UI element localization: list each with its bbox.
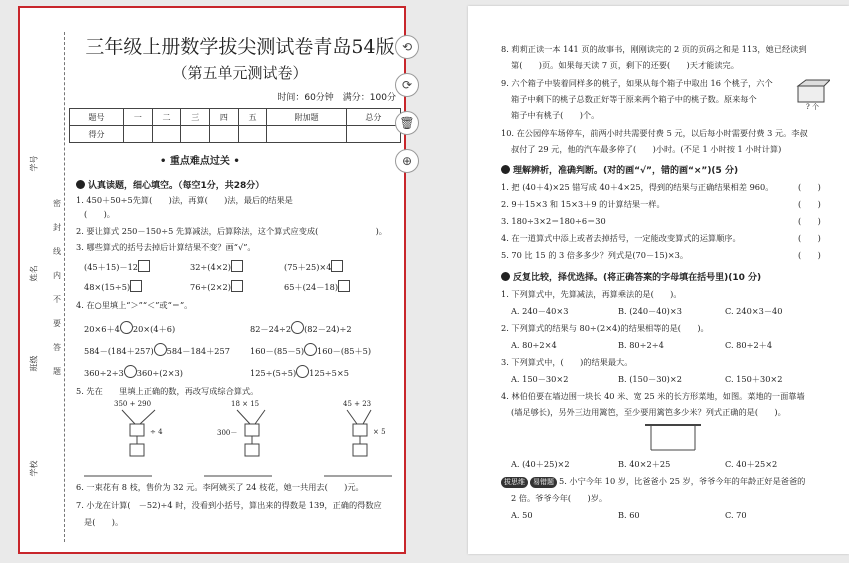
fig-op: 300－ (217, 429, 238, 437)
option[interactable]: B. (150－30)×2 (618, 374, 682, 384)
seal-line (64, 32, 65, 542)
q4-item (250, 365, 349, 378)
q3-expr: (45＋15)－12 (84, 262, 139, 272)
expr: 584－(184＋257) (84, 346, 154, 356)
question-1b: ( )。 (84, 209, 115, 219)
seal-char: 要 (53, 319, 61, 328)
page-subtitle: （第五单元测试卷） (172, 64, 308, 82)
q3-item (284, 280, 350, 293)
answer-box[interactable] (331, 260, 343, 272)
question-8b: 第( )页。如果每天读 7 页，剩下的还要( )天才能读完。 (511, 60, 739, 70)
question-10b: 叔付了 29 元，他的汽车最多停了( )小时。(不足 1 小时按 1 小时计算) (511, 144, 782, 154)
expr: 125÷5×5 (309, 368, 349, 378)
question-7b: 是( )。 (84, 517, 124, 527)
option[interactable]: B. 60 (618, 510, 640, 520)
judge-paren[interactable]: ( ) (798, 250, 821, 260)
seal-char: 不 (53, 295, 61, 304)
tag-badge: 易错题 (530, 477, 557, 488)
label-banji: 班级 (29, 355, 39, 372)
table-cell (210, 126, 239, 143)
q4-item (250, 343, 371, 357)
compare-circle[interactable] (154, 343, 167, 356)
q3-item (284, 260, 343, 273)
judge-5: 5. 70 比 15 的 3 倍多多少？列式是(70－15)×3。 (501, 250, 689, 260)
expr: 82－24÷2 (250, 324, 292, 334)
choice-5-text: 5. 小宁今年 10 岁，比爸爸小 25 岁，爷爷今年的年龄正好是爸爸的 (559, 476, 806, 486)
seal-char: 密 (53, 199, 61, 208)
question-6: 6. 一束花有 8 枝，售价为 32 元。李阿姨买了 24 枝花，她一共用去( )元。 (76, 482, 364, 492)
table-cell (238, 126, 267, 143)
score-table (69, 108, 401, 143)
judge-paren[interactable]: ( ) (798, 216, 821, 226)
expr: 20×(4＋6) (132, 324, 176, 334)
question-7a: 7. 小龙在计算( －52)÷4 时，没看到小括号，算出来的得数是 139，正确的得数应 (76, 500, 382, 510)
table-cell: 题号 (70, 109, 124, 126)
section-text: 反复比较，择优选择。(将正确答案的字母填在括号里)(10 分) (513, 273, 762, 283)
bullet-icon (501, 165, 510, 174)
q3-expr: 32÷(4×2) (190, 262, 231, 272)
answer-box[interactable] (338, 280, 350, 292)
answer-box[interactable] (231, 260, 243, 272)
table-cell: 五 (238, 109, 267, 126)
fig-op: × 5 (373, 428, 386, 436)
q3-expr: 76÷(2×2) (190, 282, 231, 292)
bullet-icon (76, 180, 85, 189)
choice-2: 2. 下列算式的结果与 80÷(2×4)的结果相等的是( )。 (501, 323, 709, 333)
judge-paren[interactable]: ( ) (798, 182, 821, 192)
judge-1: 1. 把 (40＋4)×25 错写成 40＋4×25，得到的结果与正确结果相差 960。 (501, 182, 774, 192)
expr: 360÷2÷3 (84, 368, 124, 378)
flow-diagram (110, 408, 180, 468)
q3-expr: 65＋(24－18) (284, 282, 339, 292)
q4-item (84, 321, 175, 335)
option[interactable]: B. (240－40)×3 (618, 306, 682, 316)
judge-4: 4. 在一道算式中添上或者去掉括号，一定能改变算式的运算顺序。 (501, 233, 741, 243)
box-label: ? 个 (806, 103, 819, 111)
question-9c: 箱子中有桃子( )个。 (511, 110, 600, 120)
table-cell: 附加题 (267, 109, 347, 126)
answer-box[interactable] (138, 260, 150, 272)
table-cell: 三 (181, 109, 210, 126)
option[interactable]: A. 80÷2×4 (511, 340, 557, 350)
binding-margin (20, 8, 78, 552)
flow-diagram (225, 408, 295, 468)
table-cell: 得分 (70, 126, 124, 143)
seal-char: 内 (53, 271, 61, 280)
garden-figure (643, 422, 703, 452)
option[interactable]: C. 70 (725, 510, 747, 520)
table-cell: 总分 (346, 109, 400, 126)
table-cell: 四 (210, 109, 239, 126)
table-row (70, 109, 401, 126)
question-3: 3. 哪些算式的括号去掉后计算结果不变？画“√”。 (76, 242, 256, 252)
option[interactable]: C. 80÷2＋4 (725, 340, 773, 350)
question-10a: 10. 在公园停车场停车，前两小时共需要付费 5 元，以后每小时需要付费 3 元。李叔 (501, 128, 808, 138)
fig-top: 350 + 290 (114, 400, 152, 408)
compare-circle[interactable] (296, 365, 309, 378)
question-8a: 8. 莉莉正读一本 141 页的故事书，刚刚读完的 2 页的页码之和是 113，她已经读到 (501, 44, 807, 54)
compare-circle[interactable] (120, 321, 133, 334)
fig-op: ÷ 4 (150, 428, 163, 436)
q3-item (84, 260, 150, 273)
judge-2: 2. 9＋15×3 和 15×3＋9 的计算结果一样。 (501, 199, 665, 209)
question-5: 5. 先在 里填上正确的数，再改写成综合算式。 (76, 386, 259, 396)
tag-badge: 拔思维 (501, 477, 528, 488)
bullet-icon (501, 272, 510, 281)
expr: 20×6＋4 (84, 324, 120, 334)
compare-circle[interactable] (291, 321, 304, 334)
q4-item (84, 343, 230, 357)
label-xingming: 姓名 (29, 265, 39, 282)
rotate-left-icon[interactable]: ⟲ (395, 35, 419, 59)
label-xuehao: 学号 (29, 155, 39, 172)
q3-item (84, 280, 142, 292)
table-row (70, 126, 401, 143)
table-cell: 二 (152, 109, 181, 126)
add-icon[interactable]: ⊕ (395, 149, 419, 173)
q4-item (84, 365, 183, 378)
expr: 125÷(5÷5) (250, 368, 297, 378)
expr: 360÷(2×3) (136, 368, 183, 378)
q3-expr: (75＋25)×4 (284, 262, 332, 272)
judge-3: 3. 180÷3×2＝180÷6＝30 (501, 216, 606, 226)
table-cell (152, 126, 181, 143)
q4-item (250, 321, 352, 335)
expr: 584－184＋257 (166, 346, 230, 356)
seal-char: 答 (53, 343, 61, 352)
question-1: 1. 450＋50÷5先算( )法，再算( )法，最后的结果是 (76, 195, 293, 205)
option[interactable]: A. 240－40×3 (511, 306, 569, 316)
expr: 160－(85－5) (250, 346, 305, 356)
seal-char: 题 (53, 367, 61, 376)
option[interactable]: A. (40＋25)×2 (511, 459, 570, 469)
option[interactable]: B. 40×2＋25 (618, 459, 671, 469)
seal-char: 线 (53, 247, 61, 256)
expr: 160－(85＋5) (317, 346, 372, 356)
answer-box[interactable] (130, 280, 142, 292)
choice-4b: (墙足够长)，另外三边用篱笆，至少要用篱笆多少米？列式正确的是( )。 (511, 407, 786, 417)
judge-paren[interactable]: ( ) (798, 233, 821, 243)
option[interactable]: C. 40＋25×2 (725, 459, 778, 469)
table-cell (124, 126, 153, 143)
page-toolbar (395, 35, 419, 187)
fig-top: 18 × 15 (231, 400, 260, 408)
fig-top: 45 + 23 (343, 400, 372, 408)
judge-paren[interactable]: ( ) (798, 199, 821, 209)
choice-5a (501, 476, 805, 488)
choice-5b: 2 倍。爷爷今年( )岁。 (511, 493, 608, 503)
option[interactable]: C. 150＋30×2 (725, 374, 783, 384)
seal-char: 封 (53, 223, 61, 232)
section-heading-1 (76, 178, 264, 191)
page-title: 三年级上册数学拔尖测试卷青岛54版 (85, 36, 395, 58)
choice-4a: 4. 林伯伯要在墙边围一块长 40 米、宽 25 米的长方形菜地，如图。菜地的一面靠墙 (501, 391, 805, 401)
expr: (82－24)÷2 (304, 324, 352, 334)
delete-icon[interactable]: 🗑 (395, 111, 419, 135)
option[interactable]: B. 80÷2÷4 (618, 340, 664, 350)
choice-1: 1. 下列算式中，先算减法，再算乘法的是( )。 (501, 289, 682, 299)
section-text: 认真读题，细心填空。（每空1分，共28分） (88, 181, 265, 191)
question-9a: 9. 六个箱子中装着同样多的桃子，如果从每个箱子中取出 16 个桃子，六个 (501, 78, 773, 88)
left-page[interactable] (18, 6, 406, 554)
q3-item (190, 260, 243, 272)
label-xuexiao: 学校 (29, 460, 39, 477)
choice-3: 3. 下列算式中，( )的结果最大。 (501, 357, 633, 367)
peach-box-icon (794, 78, 830, 104)
q3-expr: 48×(15÷5) (84, 282, 131, 292)
exam-meta: 时间：60分钟 满分：100分 (277, 93, 396, 103)
table-cell (267, 126, 347, 143)
answer-box[interactable] (231, 280, 243, 292)
option[interactable]: A. 50 (511, 510, 533, 520)
section-banner: • 重点难点过关 • (160, 156, 240, 167)
rotate-right-icon[interactable]: ⟳ (395, 73, 419, 97)
right-page[interactable] (468, 6, 849, 554)
flow-diagram (335, 408, 395, 468)
section-text: 理解辨析，准确判断。(对的画“√”，错的画“×”)(5 分) (513, 166, 739, 176)
compare-circle[interactable] (124, 365, 137, 378)
table-cell (181, 126, 210, 143)
section-heading-3 (501, 270, 761, 283)
q3-item (190, 280, 243, 292)
section-heading-2 (501, 163, 738, 176)
compare-circle[interactable] (304, 343, 317, 356)
question-2: 2. 要让算式 250－150÷5 先算减法，后算除法，这个算式应变成( )。 (76, 226, 387, 236)
answer-lines (84, 474, 394, 478)
option[interactable]: A. 150－30×2 (511, 374, 569, 384)
question-4: 4. 在○里填上“＞”“＜”或“＝”。 (76, 300, 193, 310)
question-9b: 箱子中剩下的桃子总数正好等于原来两个箱子中的桃子数。原来每个 (511, 94, 757, 104)
table-cell: 一 (124, 109, 153, 126)
option[interactable]: C. 240×3－40 (725, 306, 783, 316)
table-cell (346, 126, 400, 143)
